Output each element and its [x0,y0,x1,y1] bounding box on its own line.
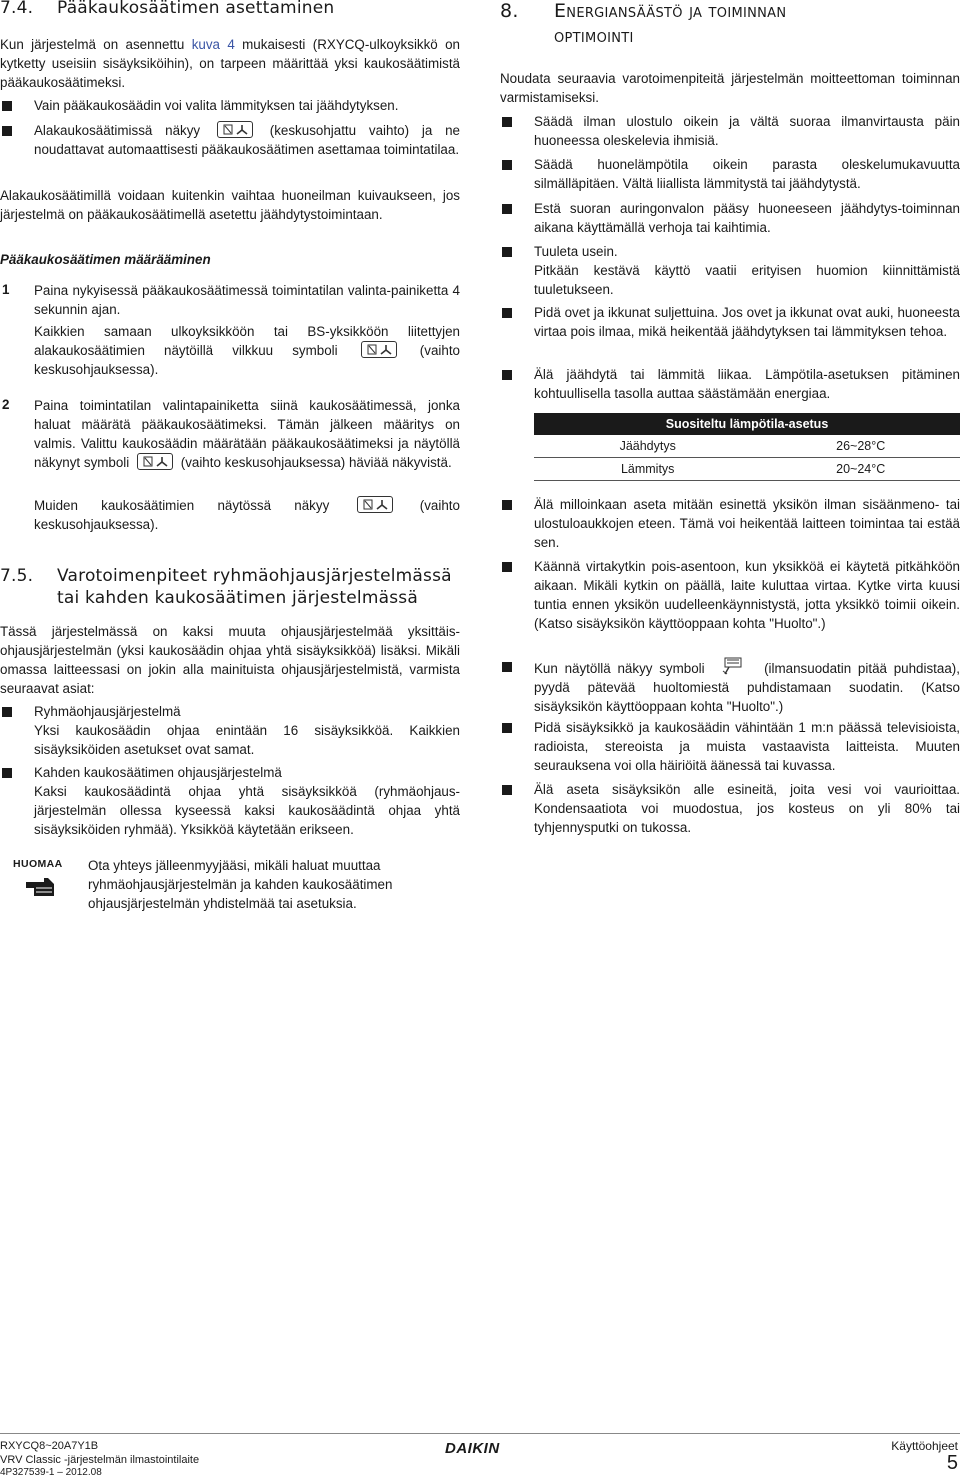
bullet-square [502,723,512,733]
footer-divider [0,1433,960,1434]
bullet-square [502,160,512,170]
dry-mode-paragraph: Alakaukosäätimillä voidaan kuitenkin vaihtaa huoneilman kuivaukseen, jos järjestelmä on pääkaukosäätimellä asetettu jäähdytystoimintaan. [0,188,460,222]
tip-doors-windows: Pidä ovet ja ikkunat suljettuina. Jos ovet ja ikkunat ovat auki, huoneesta virtaa pois ilmaa, mikä heikentää jäähdytyksen tai lämmityksen tehoa. [534,305,960,339]
table-row [534,435,960,458]
bullet-square [2,101,12,111]
changeover-under-control-icon [217,121,253,138]
footer-product: VRV Classic -järjestelmän ilmastointilaite [0,1454,200,1466]
changeover-under-control-icon [137,453,173,470]
bullet-square [502,247,512,257]
section-number: 7.5. [0,566,34,586]
tip-no-obstacles: Älä milloinkaan aseta mitään esinettä yksikön ilman sisäänmeno- tai ulostuloaukkojen eteen. Tämä voi heikentää laitteen toimintaa tai estää sen. [534,497,960,550]
brand-logo: DAIKIN [445,1440,500,1457]
bullet-square [502,117,512,127]
section-heading-7-5 [0,565,452,609]
changeover-under-control-icon [357,496,393,513]
bullet2-text-a: Alakaukosäätimissä näkyy [34,123,201,138]
note-label: HUOMAA [13,858,63,870]
tip-power-off: Käännä virtakytkin pois-asentoon, kun yksikköä ei käytetä pitkähköön aikaan. Mikäli kytkin on päällä, laite kuluttaa virtaa. Kytke virta kuusi tuntia ennen yksikön uudelleenkäynnistystä, jotta yksikkö toimii oikein. (Katso sisäyksikön käyttöoppaan kohta "Huolto".) [534,559,960,631]
two-remote-title: Kahden kaukosäätimen ohjausjärjestelmä [34,765,282,780]
note-text: Ota yhteys jälleenmyyjääsi, mikäli haluat muuttaa ryhmäohjausjärjestelmän ja kahden kaukosäätimen ohjausjärjestelmän yhdistelmää tai asetuksia. [88,858,393,911]
bullet-master-only: Vain pääkaukosäädin voi valita lämmityksen tai jäähdytyksen. [34,98,399,113]
footer-manual: Käyttöohjeet [891,1439,958,1453]
page-number: 5 [946,1452,958,1474]
bullet2-text-b: (keskusohjattu vaihto) ja ne noudattavat automaattisesti pääkaukosäätimen asettamaa toimintatilaa. [34,123,460,157]
step1-p2-text-a: Kaikkien samaan ulkoyksikköön tai BS-yksikköön liitettyjen alakaukosäätimien näytöillä vilkkuu symboli [34,324,460,358]
bullet-square [502,562,512,572]
range-cell: 20~24°C [761,458,960,481]
section-title-line1: Varotoimenpiteet ryhmäohjausjärjestelmässä [57,566,452,586]
tip-ventilate-detail: Pitkään kestävä käyttö vaatii erityisen huomion kiinnittämistä tuuletukseen. [534,263,960,297]
bullet-square [2,126,12,136]
pointing-hand-icon [24,874,60,903]
tip-sunlight: Estä suoran auringonvalon pääsy huoneeseen jäähdytys-toiminnan aikana käyttämällä verhoja tai kaihtimia. [534,201,960,235]
table-row [534,458,960,481]
group-control-text: Yksi kaukosäädin ohjaa enintään 16 sisäyksikköä. Kaikkien sisäyksiköiden asetukset ovat samat. [34,723,460,757]
figure-link[interactable]: kuva 4 [191,37,235,52]
intro-paragraph [0,35,460,92]
bullet-square [2,768,12,778]
step1-text: Paina nykyisessä pääkaukosäätimessä toimintatilan valinta-painiketta 4 sekunnin ajan. [34,283,460,317]
intro-text-b: mukaisesti (RXYCQ-ulkoyksikkö on kytketty useisiin sisäyksiköihin), on tarpeen määrittää yksi kaukosäätimistä pääkaukosäätimeksi. [0,37,461,90]
bullet-square [502,662,512,672]
recommended-temperature-table [534,413,960,481]
intro-text-a: Kun järjestelmä on asennettu [0,37,192,52]
section-title-line2: tai kahden kaukosäätimen järjestelmässä [57,588,418,608]
energy-intro: Noudata seuraavia varotoimenpiteitä järjestelmän moitteettoman toiminnan varmistamiseksi. [500,71,960,105]
mode-cell: Lämmitys [534,458,761,481]
mode-cell: Jäähdytys [534,435,761,458]
section-title-line2: optimointi [554,25,634,47]
range-cell: 26~28°C [761,435,960,458]
bullet-square [502,785,512,795]
bullet-square [502,204,512,214]
section-title-line1: Energiansäästö ja toiminnan [554,0,787,22]
bullet-square [502,500,512,510]
section-number: 7.4. [0,0,34,18]
bullet-square [502,370,512,380]
step-number-1: 1 [2,282,10,297]
tip-distance-electronics: Pidä sisäyksikkö ja kaukosäädin vähintään 1 m:n päässä televisioista, radioista, stereoista ja muista vastaavista laitteista. Muuten seurauksena voi olla häiriöitä äänessä tai kuvassa. [534,720,960,773]
tip-room-temp: Säädä huonelämpötila oikein parasta oleskelumukavuutta silmälläpitäen. Vältä liiallista lämmitystä tai jäähdytystä. [534,157,960,191]
bullet-square [502,308,512,318]
two-remote-text: Kaksi kaukosäädintä ohjaa yhtä sisäyksikköä (ryhmäohjaus-järjestelmän ollessa kyseessä kaksi kaukosäädintä ohjaa yhtä sisäyksiköiden ryhmää). Yksikköä käytetään erikseen. [34,784,460,837]
group-control-title: Ryhmäohjausjärjestelmä [34,704,181,719]
step1-p2-text-b: (vaihto keskusohjauksessa). [34,343,460,377]
section-heading-7-4 [0,0,334,18]
section-title: Pääkaukosäätimen asettaminen [57,0,335,18]
table-header: Suositeltu lämpötila-asetus [534,413,960,435]
changeover-under-control-icon [361,341,397,358]
step1-paragraph-2 [34,322,460,379]
section-number: 8. [500,0,519,22]
bullet-square [2,707,12,717]
filter-text-b: (ilmansuodatin pitää puhdistaa), pyydä pätevää huoltomiestä puhdistamaan suodatin. (Katso sisäyksikön käyttöoppaan kohta "Huolto".) [534,661,960,714]
tip-ventilate: Tuuleta usein. [534,244,618,259]
step2-text [34,396,460,472]
bullet-sub-remote [34,121,460,159]
filter-text-a: Kun näytöllä näkyy symboli [534,661,705,676]
step2-text-a: Paina toimintatilan valintapainiketta siinä kaukosäätimessä, jonka haluat määrätä pääkaukosäätimeksi. Tämän jälkeen määritys on valmis. Valittu kaukosäädin määrätään pääkaukosäätimeksi ja näytöllä näkynyt symboli [34,398,460,470]
step2-text-b: (vaihto keskusohjauksessa) häviää näkyvistä. [180,455,452,470]
step2-p2-text-a: Muiden kaukosäätimien näytössä näkyy [34,498,330,513]
tip-condensation: Älä aseta sisäyksikön alle esineitä, joita vesi voi vaurioittaa. Kondensaatiota voi muodostua, jos kosteus on yli 80% tai tyhjennysputki on tukossa. [534,782,960,835]
footer-model: RXYCQ8~20A7Y1B [0,1440,99,1452]
section-heading-8 [500,0,786,49]
step-number-2: 2 [2,397,10,412]
filter-cleaning-icon [711,657,757,673]
tip-filter-symbol [534,657,960,716]
footer-doc-code: 4P327539-1 – 2012.08 [0,1467,102,1478]
step2-paragraph-2 [34,496,460,534]
tip-air-outlet: Säädä ilman ulostulo oikein ja vältä suoraa ilmanvirtausta päin huoneessa oleskelevia ihmisiä. [534,114,960,148]
tip-no-overcool: Älä jäähdytä tai lämmitä liikaa. Lämpötila-asetuksen pitäminen kohtuullisella tasolla auttaa säästämään energiaa. [534,367,960,401]
step2-p2-text-b: (vaihto keskusohjauksessa). [34,498,460,532]
control-systems-paragraph: Tässä järjestelmässä on kaksi muuta ohjausjärjestelmää yksittäis-ohjausjärjestelmän (yksi kaukosäädin ohjaa yhtä sisäyksikköä) lisäksi. Mikäli omassa laitteessasi on jokin alla mainituista ohjausjärjestelmistä, varmista seuraavat asiat: [0,624,460,696]
subheading-master-assign: Pääkaukosäätimen määrääminen [0,252,211,267]
